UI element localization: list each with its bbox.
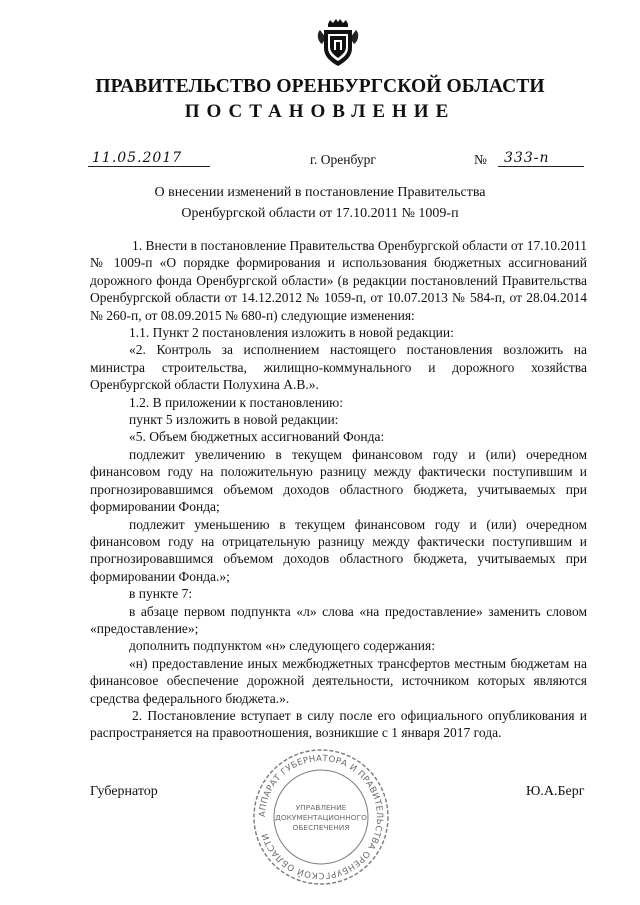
- body-paragraph: подлежит увеличению в текущем финансовом году и (или) очередном финансовом году на положительную разницу между фактически поступившим и прогнозировавшимся объемом доходов областного бюджета, учитываемых при формировании Фонда;: [90, 446, 587, 515]
- official-stamp: [250, 746, 392, 888]
- number-label: №: [474, 152, 487, 167]
- stamp-center-line: УПРАВЛЕНИЕ: [295, 803, 347, 812]
- body-paragraph: в абзаце первом подпункта «л» слова «на предоставление» заменить словом «предоставление»;: [90, 603, 587, 636]
- body-paragraph: 2. Постановление вступает в силу после его официального опубликования и распространяется на правоотношения, возникшие с 1 января 2017 года.: [90, 707, 587, 741]
- stamp-center-line: ОБЕСПЕЧЕНИЯ: [292, 823, 350, 832]
- body-paragraph: дополнить подпунктом «н» следующего содержания:: [129, 638, 435, 654]
- document-number: 333-п: [498, 150, 584, 167]
- body-paragraph: «2. Контроль за исполнением настоящего постановления возложить на министра строительства, жилищно-коммунального и дорожного хозяйства Оренбургской области Полухина А.В.».: [90, 342, 587, 393]
- body-paragraph: «5. Объем бюджетных ассигнований Фонда:: [129, 429, 385, 445]
- body-paragraph: пункт 5 изложить в новой редакции:: [129, 412, 339, 428]
- document-subject: [0, 182, 640, 224]
- orenburg-coat-of-arms-icon: [316, 18, 360, 68]
- signatory-position: Губернатор: [90, 784, 158, 799]
- document-type-title: ПОСТАНОВЛЕНИЕ: [184, 101, 456, 122]
- stamp-center-line: ДОКУМЕНТАЦИОННОГО: [275, 813, 367, 822]
- body-paragraph: в пункте 7:: [129, 586, 193, 602]
- body-paragraph: 1.1. Пункт 2 постановления изложить в новой редакции:: [129, 325, 454, 341]
- body-paragraph: подлежит уменьшению в текущем финансовом году и (или) очередном финансовом году на отрицательную разницу между фактически поступившим и прогнозировавшимся объемом доходов областного бюджета, учитываемых при формировании Фонда.»;: [90, 516, 587, 584]
- document-meta: [0, 152, 640, 172]
- stamp-ring-text: АППАРАТ ГУБЕРНАТОРА И ПРАВИТЕЛЬСТВА ОРЕНБУРГСКОЙ ОБЛАСТИ: [257, 753, 385, 881]
- subject-line: О внесении изменений в постановление Правительства: [154, 185, 486, 200]
- document-city: г. Оренбург: [310, 152, 376, 167]
- organization-name: ПРАВИТЕЛЬСТВО ОРЕНБУРГСКОЙ ОБЛАСТИ: [95, 76, 545, 97]
- signatory-name: Ю.А.Берг: [526, 784, 585, 799]
- document-date: 11.05.2017: [88, 150, 210, 167]
- document-body: [90, 237, 587, 742]
- body-paragraph: 1.2. В приложении к постановлению:: [129, 394, 344, 410]
- body-paragraph: «н) предоставление иных межбюджетных трансфертов местным бюджетам на финансовое обеспечение дорожной деятельности, источником которых являются средства федерального бюджета.».: [90, 655, 587, 706]
- body-paragraph: 1. Внести в постановление Правительства Оренбургской области от 17.10.2011 № 1009-п «О порядке формирования и использования бюджетных ассигнований дорожного фонда Оренбургской области» (в редакции постановлений Правительства Оренбургской области от 14.12.2012 № 1059-п, от 10.07.2013 № 584-п, от 28.04.2014 № 260-п, от 08.09.2015 № 680-п) следующие изменения:: [90, 238, 587, 323]
- subject-line: Оренбургской области от 17.10.2011 № 1009-п: [181, 206, 459, 221]
